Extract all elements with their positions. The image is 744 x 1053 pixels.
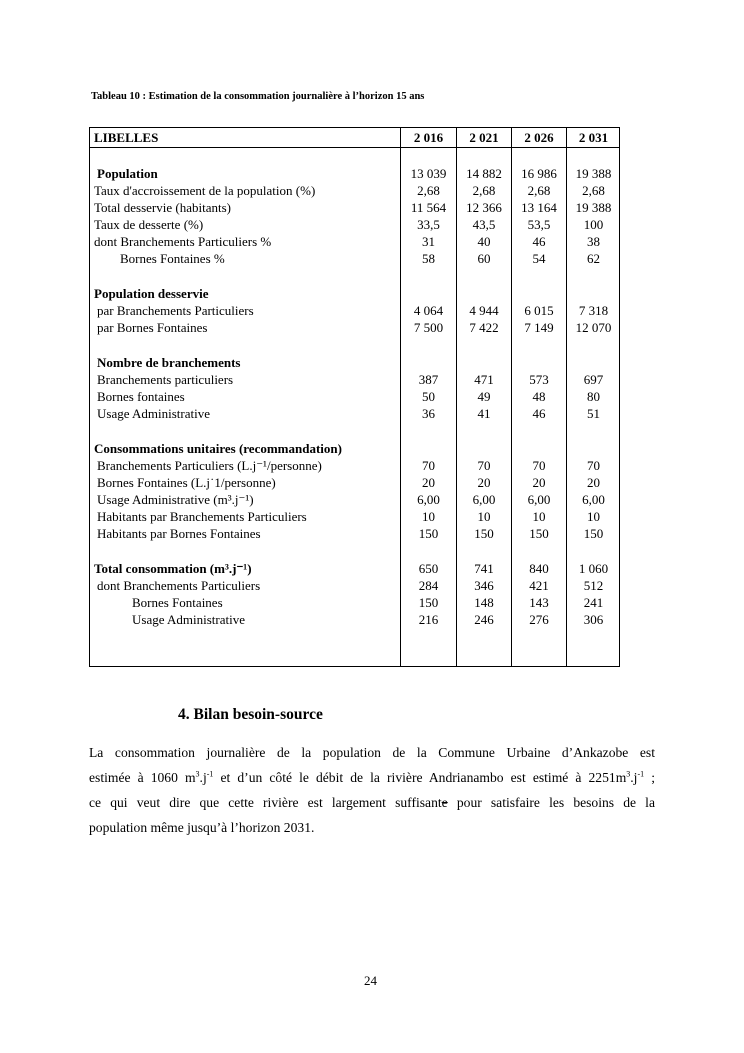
row-value: 306 <box>583 612 604 627</box>
row-value: 51 <box>587 406 600 421</box>
section-heading: 4. Bilan besoin-source <box>178 706 323 723</box>
row-value: 70 <box>477 458 491 473</box>
header-divider <box>90 147 619 148</box>
consumption-table <box>89 127 620 667</box>
paragraph-line: La consommation journalière de la population de la Commune Urbaine d’Ankazobe est <box>89 745 655 760</box>
row-value: 216 <box>418 612 439 627</box>
table-row <box>90 560 619 577</box>
row-value: 38 <box>587 234 600 249</box>
row-value: 6 015 <box>524 303 554 318</box>
row-label: Consommations unitaires (recommandation) <box>94 441 342 456</box>
table-row <box>90 199 619 216</box>
section-paragraph <box>89 740 655 840</box>
row-value: 46 <box>532 234 546 249</box>
row-value: 20 <box>477 475 491 490</box>
row-value: 80 <box>587 389 600 404</box>
row-value: 19 388 <box>575 200 612 215</box>
row-value: 20 <box>587 475 600 490</box>
row-value: 14 882 <box>466 166 502 181</box>
table-row <box>90 508 619 525</box>
row-value: 12 070 <box>575 320 612 335</box>
table-row <box>90 491 619 508</box>
row-value: 53,5 <box>527 217 551 232</box>
table-row <box>90 354 619 371</box>
table-row <box>90 577 619 594</box>
row-value: 70 <box>587 458 600 473</box>
table-row <box>90 611 619 628</box>
row-value: 840 <box>529 561 549 576</box>
row-value: 48 <box>532 389 546 404</box>
row-value: 49 <box>477 389 491 404</box>
table-row <box>90 525 619 542</box>
row-value: 10 <box>422 509 435 524</box>
row-value: 13 164 <box>521 200 557 215</box>
header-libelles: LIBELLES <box>94 130 159 145</box>
row-value: 6,00 <box>582 492 605 507</box>
row-label: Population desservie <box>94 286 209 301</box>
row-label: Bornes Fontaines % <box>120 251 225 266</box>
row-value: 6,00 <box>472 492 496 507</box>
table-row <box>90 440 619 457</box>
row-value: 150 <box>529 526 549 541</box>
row-value: 143 <box>529 595 549 610</box>
row-label: par Branchements Particuliers <box>97 303 254 318</box>
header-2031: 2 031 <box>578 130 609 145</box>
row-value: 62 <box>587 251 600 266</box>
row-value: 7 422 <box>469 320 499 335</box>
row-label: Bornes Fontaines (L.j˙1/personne) <box>97 475 276 490</box>
row-value: 60 <box>477 251 491 266</box>
row-value: 16 986 <box>521 166 557 181</box>
row-value: 46 <box>532 406 546 421</box>
row-value: 12 366 <box>466 200 502 215</box>
row-value: 10 <box>532 509 546 524</box>
row-value: 246 <box>474 612 494 627</box>
row-label: dont Branchements Particuliers % <box>94 234 272 249</box>
row-value: 4 944 <box>469 303 499 318</box>
row-value: 150 <box>418 595 439 610</box>
table-row <box>90 182 619 199</box>
row-value: 2,68 <box>527 183 551 198</box>
row-label: Usage Administrative <box>132 612 246 627</box>
row-value: 697 <box>583 372 604 387</box>
row-value: 2,68 <box>582 183 605 198</box>
row-value: 471 <box>474 372 494 387</box>
row-value: 19 388 <box>575 166 612 181</box>
row-value: 31 <box>422 234 435 249</box>
row-value: 650 <box>418 561 439 576</box>
table-row <box>90 233 619 250</box>
row-value: 20 <box>422 475 435 490</box>
row-value: 40 <box>477 234 491 249</box>
row-label: Habitants par Bornes Fontaines <box>97 526 261 541</box>
paragraph-line: estimée à 1060 $m^3.j^{-1}$ et d’un côté le débit de la rivière Andrianambo est estimé à $2251m^3.j^{-1}$ ; <box>89 769 655 785</box>
row-value: 13 039 <box>410 166 447 181</box>
row-value: 4 064 <box>413 303 444 318</box>
table-row <box>90 457 619 474</box>
row-value: 10 <box>587 509 600 524</box>
row-value: 43,5 <box>472 217 496 232</box>
table-row <box>90 165 619 182</box>
row-value: 387 <box>418 372 439 387</box>
row-label: Nombre de branchements <box>97 355 241 370</box>
row-value: 54 <box>532 251 546 266</box>
row-label: Bornes Fontaines <box>132 595 223 610</box>
row-value: 573 <box>529 372 549 387</box>
row-value: 150 <box>474 526 494 541</box>
row-value: 284 <box>418 578 439 593</box>
row-value: 2,68 <box>417 183 440 198</box>
row-value: 7 149 <box>524 320 554 335</box>
row-value: 50 <box>422 389 435 404</box>
row-label: Bornes fontaines <box>97 389 185 404</box>
row-value: 2,68 <box>472 183 496 198</box>
row-value: 346 <box>474 578 494 593</box>
row-value: 41 <box>477 406 491 421</box>
row-value: 512 <box>583 578 604 593</box>
paragraph-line: population même jusqu’à l’horizon 2031. <box>89 820 315 835</box>
row-value: 241 <box>583 595 604 610</box>
row-label: Usage Administrative <box>97 406 211 421</box>
table-row <box>90 250 619 267</box>
table-row <box>90 216 619 233</box>
row-label: Branchements Particuliers (L.j⁻¹/personne) <box>97 458 322 473</box>
row-label: Total desservie (habitants) <box>94 200 231 215</box>
row-label: dont Branchements Particuliers <box>97 578 261 593</box>
row-value: 36 <box>422 406 435 421</box>
table-row <box>90 319 619 336</box>
table-caption: Tableau 10 : Estimation de la consommation journalière à l’horizon 15 ans <box>91 91 425 102</box>
row-value: 11 564 <box>410 200 447 215</box>
row-label: Habitants par Branchements Particuliers <box>97 509 307 524</box>
row-value: 741 <box>474 561 494 576</box>
row-value: 150 <box>583 526 604 541</box>
row-value: 7 318 <box>578 303 609 318</box>
row-value: 7 500 <box>413 320 444 335</box>
row-value: 6,00 <box>527 492 551 507</box>
row-value: 70 <box>532 458 546 473</box>
table-row <box>90 388 619 405</box>
row-value: 1 060 <box>578 561 609 576</box>
paragraph-line: ce qui veut dire que cette rivière est largement suffisante pour satisfaire les besoins de la <box>89 795 655 810</box>
table-row <box>90 474 619 491</box>
row-value: 276 <box>529 612 549 627</box>
page-number: 24 <box>364 973 377 988</box>
table-row <box>90 405 619 422</box>
header-2021: 2 021 <box>469 130 499 145</box>
row-value: 58 <box>422 251 435 266</box>
header-2016: 2 016 <box>413 130 444 145</box>
row-label: Branchements particuliers <box>97 372 234 387</box>
row-label: Taux de desserte (%) <box>94 217 204 232</box>
row-value: 70 <box>422 458 435 473</box>
table-row <box>90 371 619 388</box>
row-value: 100 <box>583 217 604 232</box>
table-row <box>90 594 619 611</box>
table-row <box>90 302 619 319</box>
row-value: 6,00 <box>417 492 440 507</box>
row-value: 10 <box>477 509 491 524</box>
table-row <box>90 285 619 302</box>
row-label: Total consommation (m³.j⁻¹) <box>94 561 252 576</box>
header-2026: 2 026 <box>524 130 554 145</box>
row-value: 150 <box>418 526 439 541</box>
row-label: Taux d'accroissement de la population (%) <box>94 183 316 198</box>
row-label: Population <box>97 166 158 181</box>
row-value: 148 <box>474 595 494 610</box>
row-value: 33,5 <box>417 217 440 232</box>
row-value: 20 <box>532 475 546 490</box>
row-label: Usage Administrative (m³.j⁻¹) <box>97 492 254 507</box>
row-value: 421 <box>529 578 549 593</box>
row-label: par Bornes Fontaines <box>97 320 208 335</box>
